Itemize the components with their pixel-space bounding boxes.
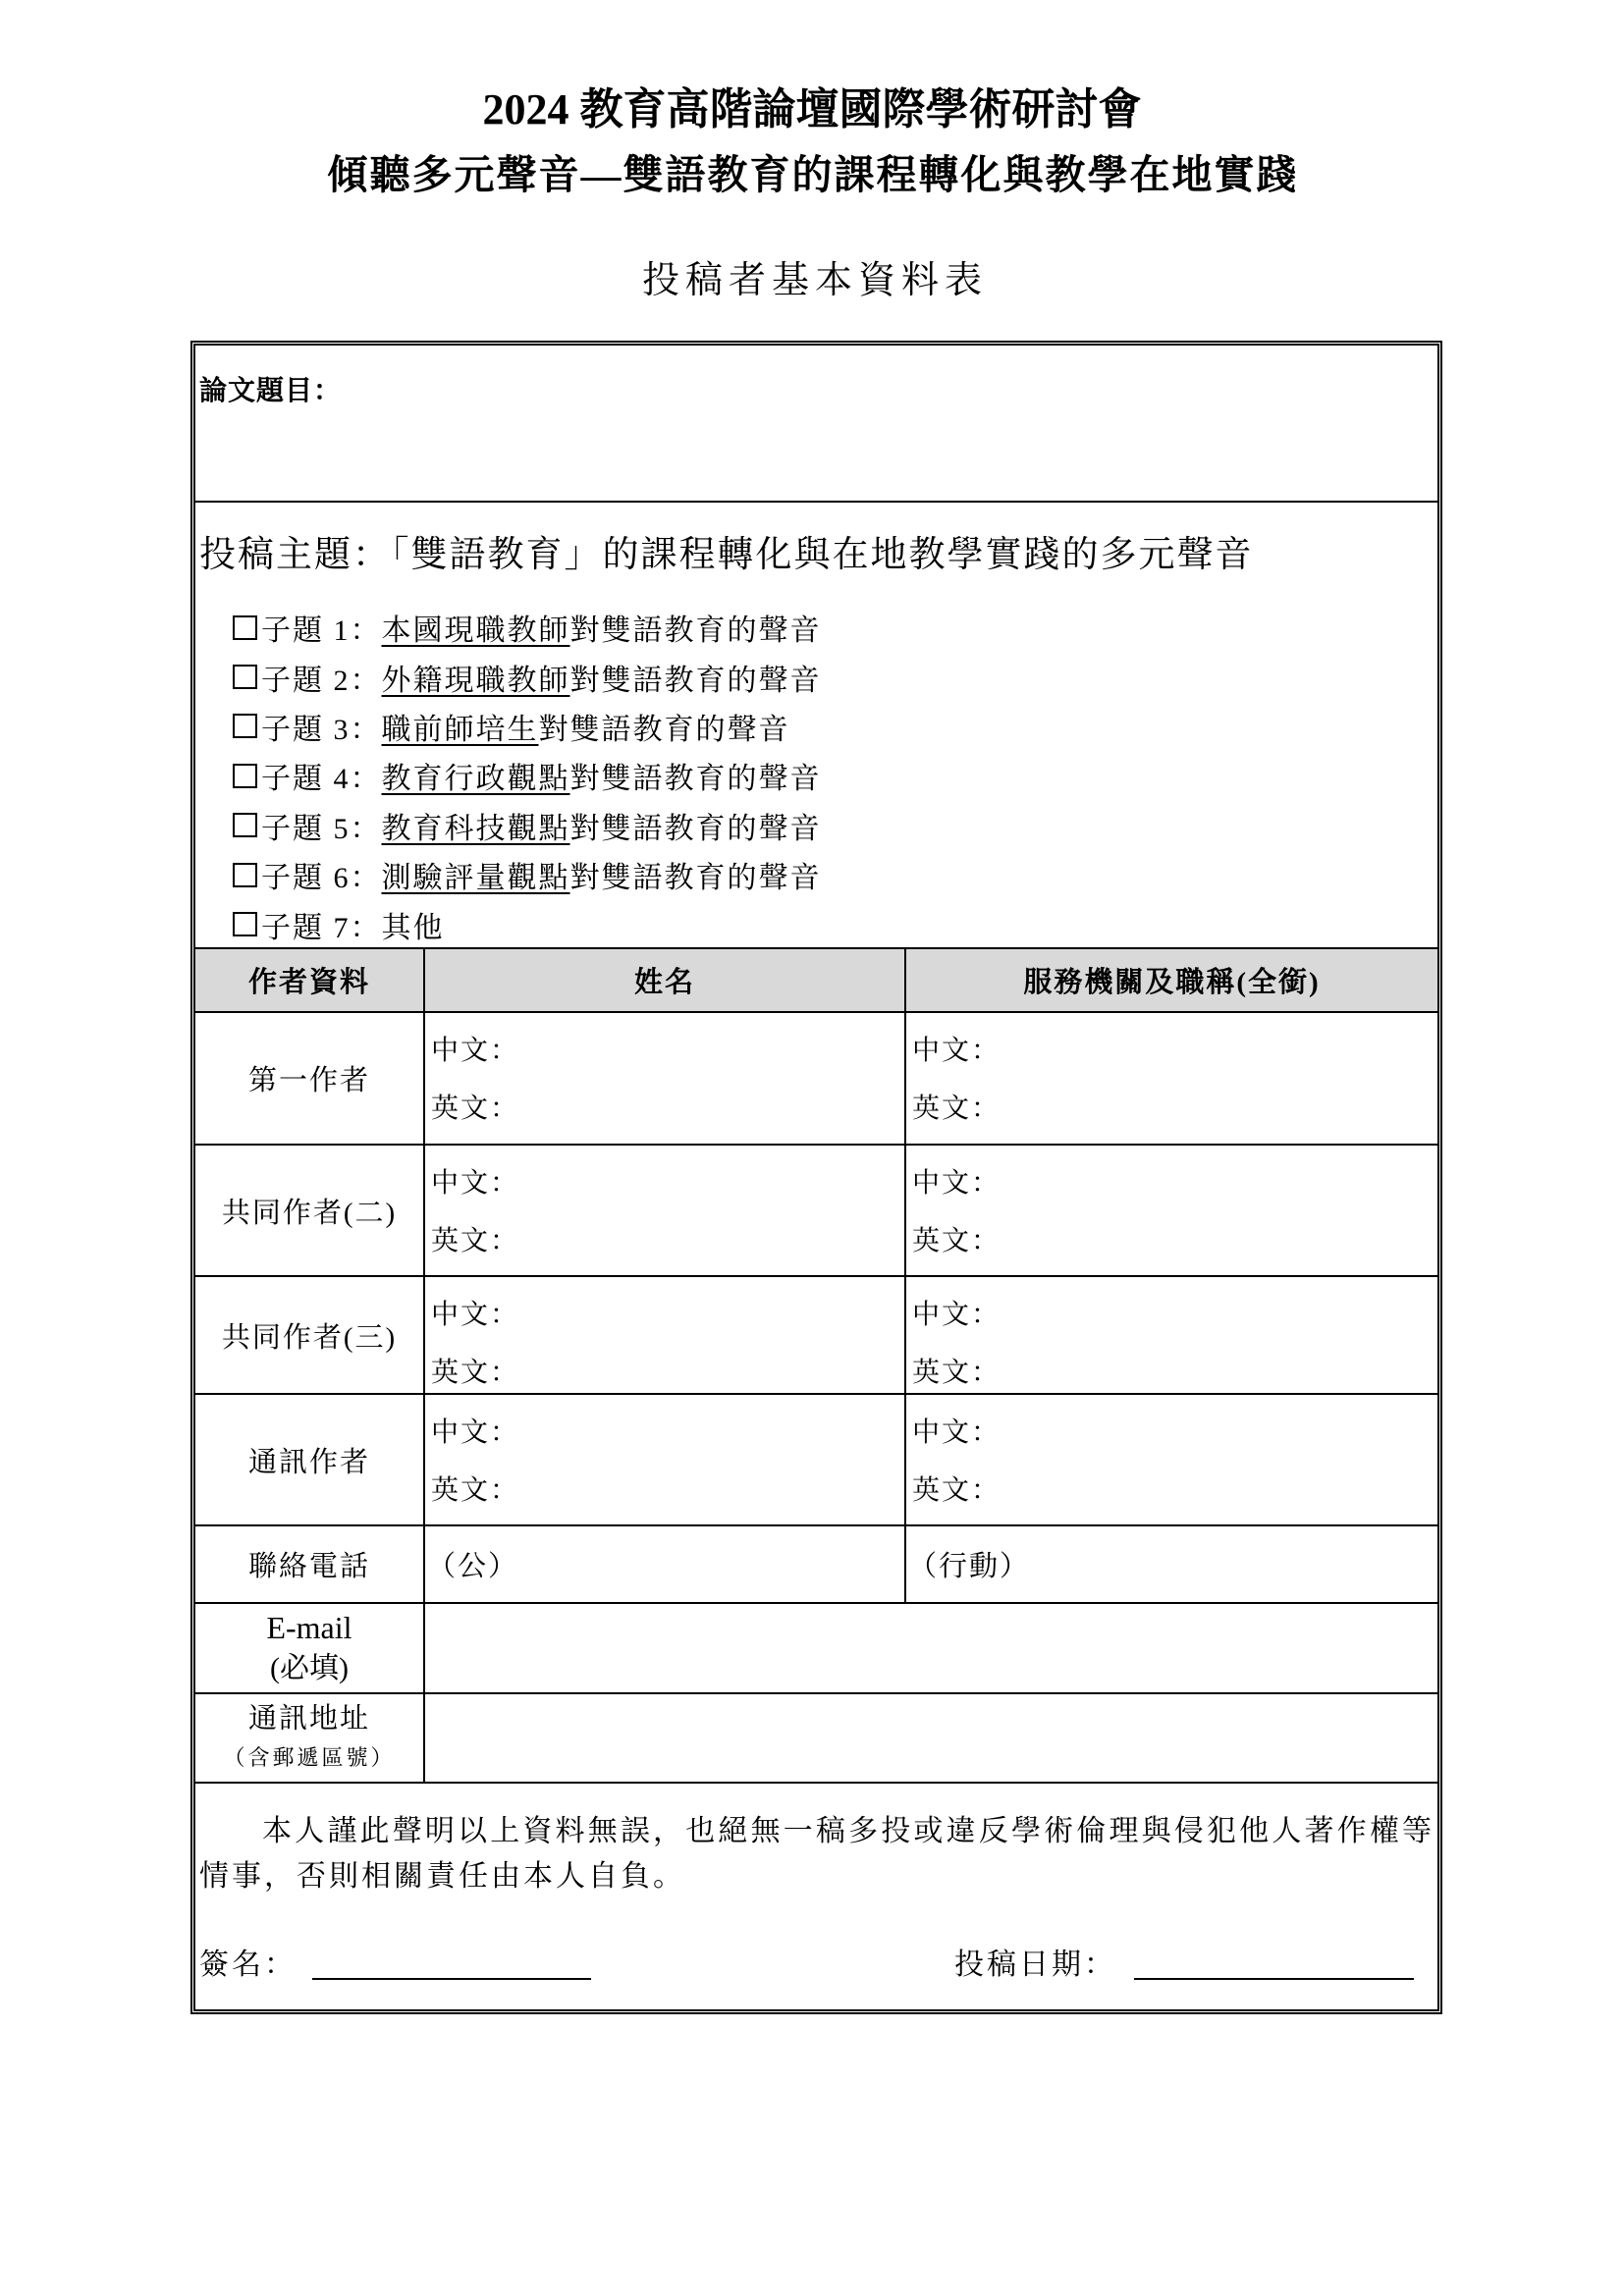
address-label-cell	[195, 1694, 423, 1782]
mobile-phone-label: （行動）	[908, 1551, 1031, 1582]
paper-title-label: 論文題目：	[199, 376, 343, 406]
phone-row	[195, 1524, 1437, 1602]
author-table-header	[195, 947, 1437, 1011]
header-name: 姓名	[423, 949, 904, 1011]
subtopic-2-checkbox[interactable]	[233, 665, 257, 689]
email-cell	[423, 1604, 1437, 1692]
author-row-corresponding	[195, 1393, 1437, 1524]
author-affiliation-cell	[904, 1146, 1437, 1275]
author-affiliation-cell	[904, 1277, 1437, 1393]
name-en-label: 英文：	[431, 1226, 520, 1256]
subtopic-suffix: 對雙語教育的聲音	[569, 763, 822, 796]
subtopic-suffix: 對雙語教育的聲音	[569, 812, 822, 845]
name-en-field[interactable]	[519, 1469, 900, 1507]
subtopic-6-checkbox[interactable]	[233, 863, 257, 887]
email-label: E-mail	[266, 1610, 352, 1645]
subtopic-underlined-text: 本國現職教師	[381, 614, 570, 648]
affiliation-zh-label: 中文：	[912, 1417, 1001, 1448]
phone-label: 聯絡電話	[247, 1551, 370, 1582]
affiliation-zh-field[interactable]	[1001, 1294, 1434, 1331]
subtopic-prefix: 子題 5：	[261, 812, 382, 845]
subtopic-suffix: 其他	[381, 911, 445, 944]
subtopic-prefix: 子題 1：	[261, 614, 382, 648]
subtopic-underlined-text: 職前師培生	[381, 713, 539, 746]
subtopic-item-1	[233, 603, 822, 652]
submission-date-field[interactable]	[1134, 1949, 1414, 1980]
topic-row	[195, 501, 1437, 947]
author-row-first	[195, 1011, 1437, 1144]
name-zh-field[interactable]	[519, 1294, 900, 1331]
subtopic-suffix: 對雙語教育的聲音	[569, 664, 822, 697]
author-role-label: 第一作者	[247, 1065, 370, 1096]
subtopic-item-4	[233, 751, 822, 800]
name-zh-field[interactable]	[519, 1030, 900, 1067]
subtopic-underlined-text: 外籍現職教師	[381, 664, 570, 697]
name-zh-label: 中文：	[431, 1168, 520, 1199]
author-role-label: 共同作者(二)	[221, 1197, 398, 1229]
author-name-cell	[423, 1277, 904, 1393]
email-row	[195, 1602, 1437, 1692]
office-phone-cell	[423, 1526, 904, 1602]
affiliation-en-label: 英文：	[912, 1226, 1001, 1256]
subtopic-item-5	[233, 801, 822, 850]
name-zh-label: 中文：	[431, 1417, 520, 1448]
office-phone-field[interactable]	[518, 1526, 904, 1602]
subtopic-5-checkbox[interactable]	[233, 813, 257, 837]
subtopic-underlined-text: 教育科技觀點	[381, 812, 570, 845]
header-author-info: 作者資料	[195, 949, 423, 1011]
address-field[interactable]	[425, 1694, 1437, 1782]
header-affiliation: 服務機關及職稱(全銜)	[904, 949, 1437, 1011]
subtopic-1-checkbox[interactable]	[233, 615, 257, 640]
address-row	[195, 1692, 1437, 1782]
address-label: 通訊地址	[247, 1703, 370, 1735]
declaration-text-line-1: 本人謹此聲明以上資料無誤，也絕無一稿多投或違反學術倫理與侵犯他人著作權等	[262, 1815, 1432, 1847]
affiliation-zh-field[interactable]	[1001, 1412, 1434, 1449]
affiliation-en-field[interactable]	[1001, 1469, 1434, 1507]
subtopic-prefix: 子題 6：	[261, 862, 382, 895]
email-required-note: (必填)	[270, 1652, 349, 1684]
affiliation-en-field[interactable]	[1001, 1352, 1434, 1389]
subtopic-item-3	[233, 702, 822, 751]
subtopic-suffix: 對雙語教育的聲音	[569, 862, 822, 895]
address-cell	[423, 1694, 1437, 1782]
affiliation-en-label: 英文：	[912, 1475, 1001, 1506]
declaration-row	[195, 1782, 1437, 2009]
author-role-label: 共同作者(三)	[221, 1321, 398, 1354]
name-en-field[interactable]	[519, 1088, 900, 1125]
subtopic-7-checkbox[interactable]	[233, 912, 257, 936]
subtopic-prefix: 子題 4：	[261, 763, 382, 796]
name-zh-label: 中文：	[431, 1300, 520, 1330]
conference-title: 2024 教育高階論壇國際學術研討會	[482, 85, 1142, 133]
author-role-label: 通訊作者	[247, 1446, 370, 1478]
subtopic-item-6	[233, 850, 822, 899]
affiliation-en-field[interactable]	[1001, 1088, 1434, 1125]
email-field[interactable]	[425, 1604, 1437, 1692]
name-en-label: 英文：	[431, 1475, 520, 1506]
affiliation-zh-field[interactable]	[1001, 1162, 1434, 1200]
subtopic-4-checkbox[interactable]	[233, 764, 257, 788]
paper-title-field[interactable]	[195, 414, 1437, 501]
affiliation-en-field[interactable]	[1001, 1220, 1434, 1257]
author-name-cell	[423, 1013, 904, 1144]
name-zh-field[interactable]	[519, 1412, 900, 1449]
topic-label: 投稿主題：「雙語教育」的課程轉化與在地教學實踐的多元聲音	[199, 535, 1254, 575]
affiliation-zh-field[interactable]	[1001, 1030, 1434, 1067]
signature-field[interactable]	[312, 1949, 591, 1980]
author-row-coauthor-2	[195, 1144, 1437, 1275]
submission-date-label: 投稿日期：	[954, 1949, 1116, 1981]
name-en-field[interactable]	[519, 1220, 900, 1257]
author-name-cell	[423, 1395, 904, 1524]
subtopic-suffix: 對雙語教育的聲音	[569, 614, 822, 648]
mobile-phone-field[interactable]	[1030, 1526, 1437, 1602]
declaration-text-line-2: 情事，否則相關責任由本人自負。	[199, 1860, 685, 1893]
subtopic-prefix: 子題 7：	[261, 911, 382, 944]
email-label-cell	[195, 1604, 423, 1692]
subtopic-prefix: 子題 2：	[261, 664, 382, 697]
name-en-field[interactable]	[519, 1352, 900, 1389]
author-affiliation-cell	[904, 1395, 1437, 1524]
author-affiliation-cell	[904, 1013, 1437, 1144]
affiliation-en-label: 英文：	[912, 1094, 1001, 1124]
name-en-label: 英文：	[431, 1094, 520, 1124]
subtopic-list	[233, 603, 822, 949]
affiliation-zh-label: 中文：	[912, 1036, 1001, 1066]
name-zh-label: 中文：	[431, 1036, 520, 1066]
affiliation-zh-label: 中文：	[912, 1300, 1001, 1330]
subtopic-underlined-text: 測驗評量觀點	[381, 862, 570, 895]
subtopic-prefix: 子題 3：	[261, 713, 382, 746]
office-phone-label: （公）	[427, 1551, 519, 1582]
signature-label: 簽名：	[199, 1949, 297, 1981]
author-row-coauthor-3	[195, 1275, 1437, 1393]
name-zh-field[interactable]	[519, 1162, 900, 1200]
mobile-phone-cell	[904, 1526, 1437, 1602]
subtopic-suffix: 對雙語教育的聲音	[538, 713, 790, 746]
subtopic-underlined-text: 教育行政觀點	[381, 763, 570, 796]
conference-subtitle: 傾聽多元聲音—雙語教育的課程轉化與教學在地實踐	[327, 152, 1299, 197]
affiliation-zh-label: 中文：	[912, 1168, 1001, 1199]
paper-title-row	[195, 346, 1437, 501]
affiliation-en-label: 英文：	[912, 1358, 1001, 1388]
address-postal-note: （含郵遞區號）	[223, 1745, 396, 1770]
name-en-label: 英文：	[431, 1358, 520, 1388]
subtopic-3-checkbox[interactable]	[233, 714, 257, 738]
form-title: 投稿者基本資料表	[641, 260, 988, 301]
subtopic-item-2	[233, 652, 822, 701]
submission-form	[190, 341, 1442, 2014]
subtopic-item-7	[233, 899, 822, 948]
author-name-cell	[423, 1146, 904, 1275]
